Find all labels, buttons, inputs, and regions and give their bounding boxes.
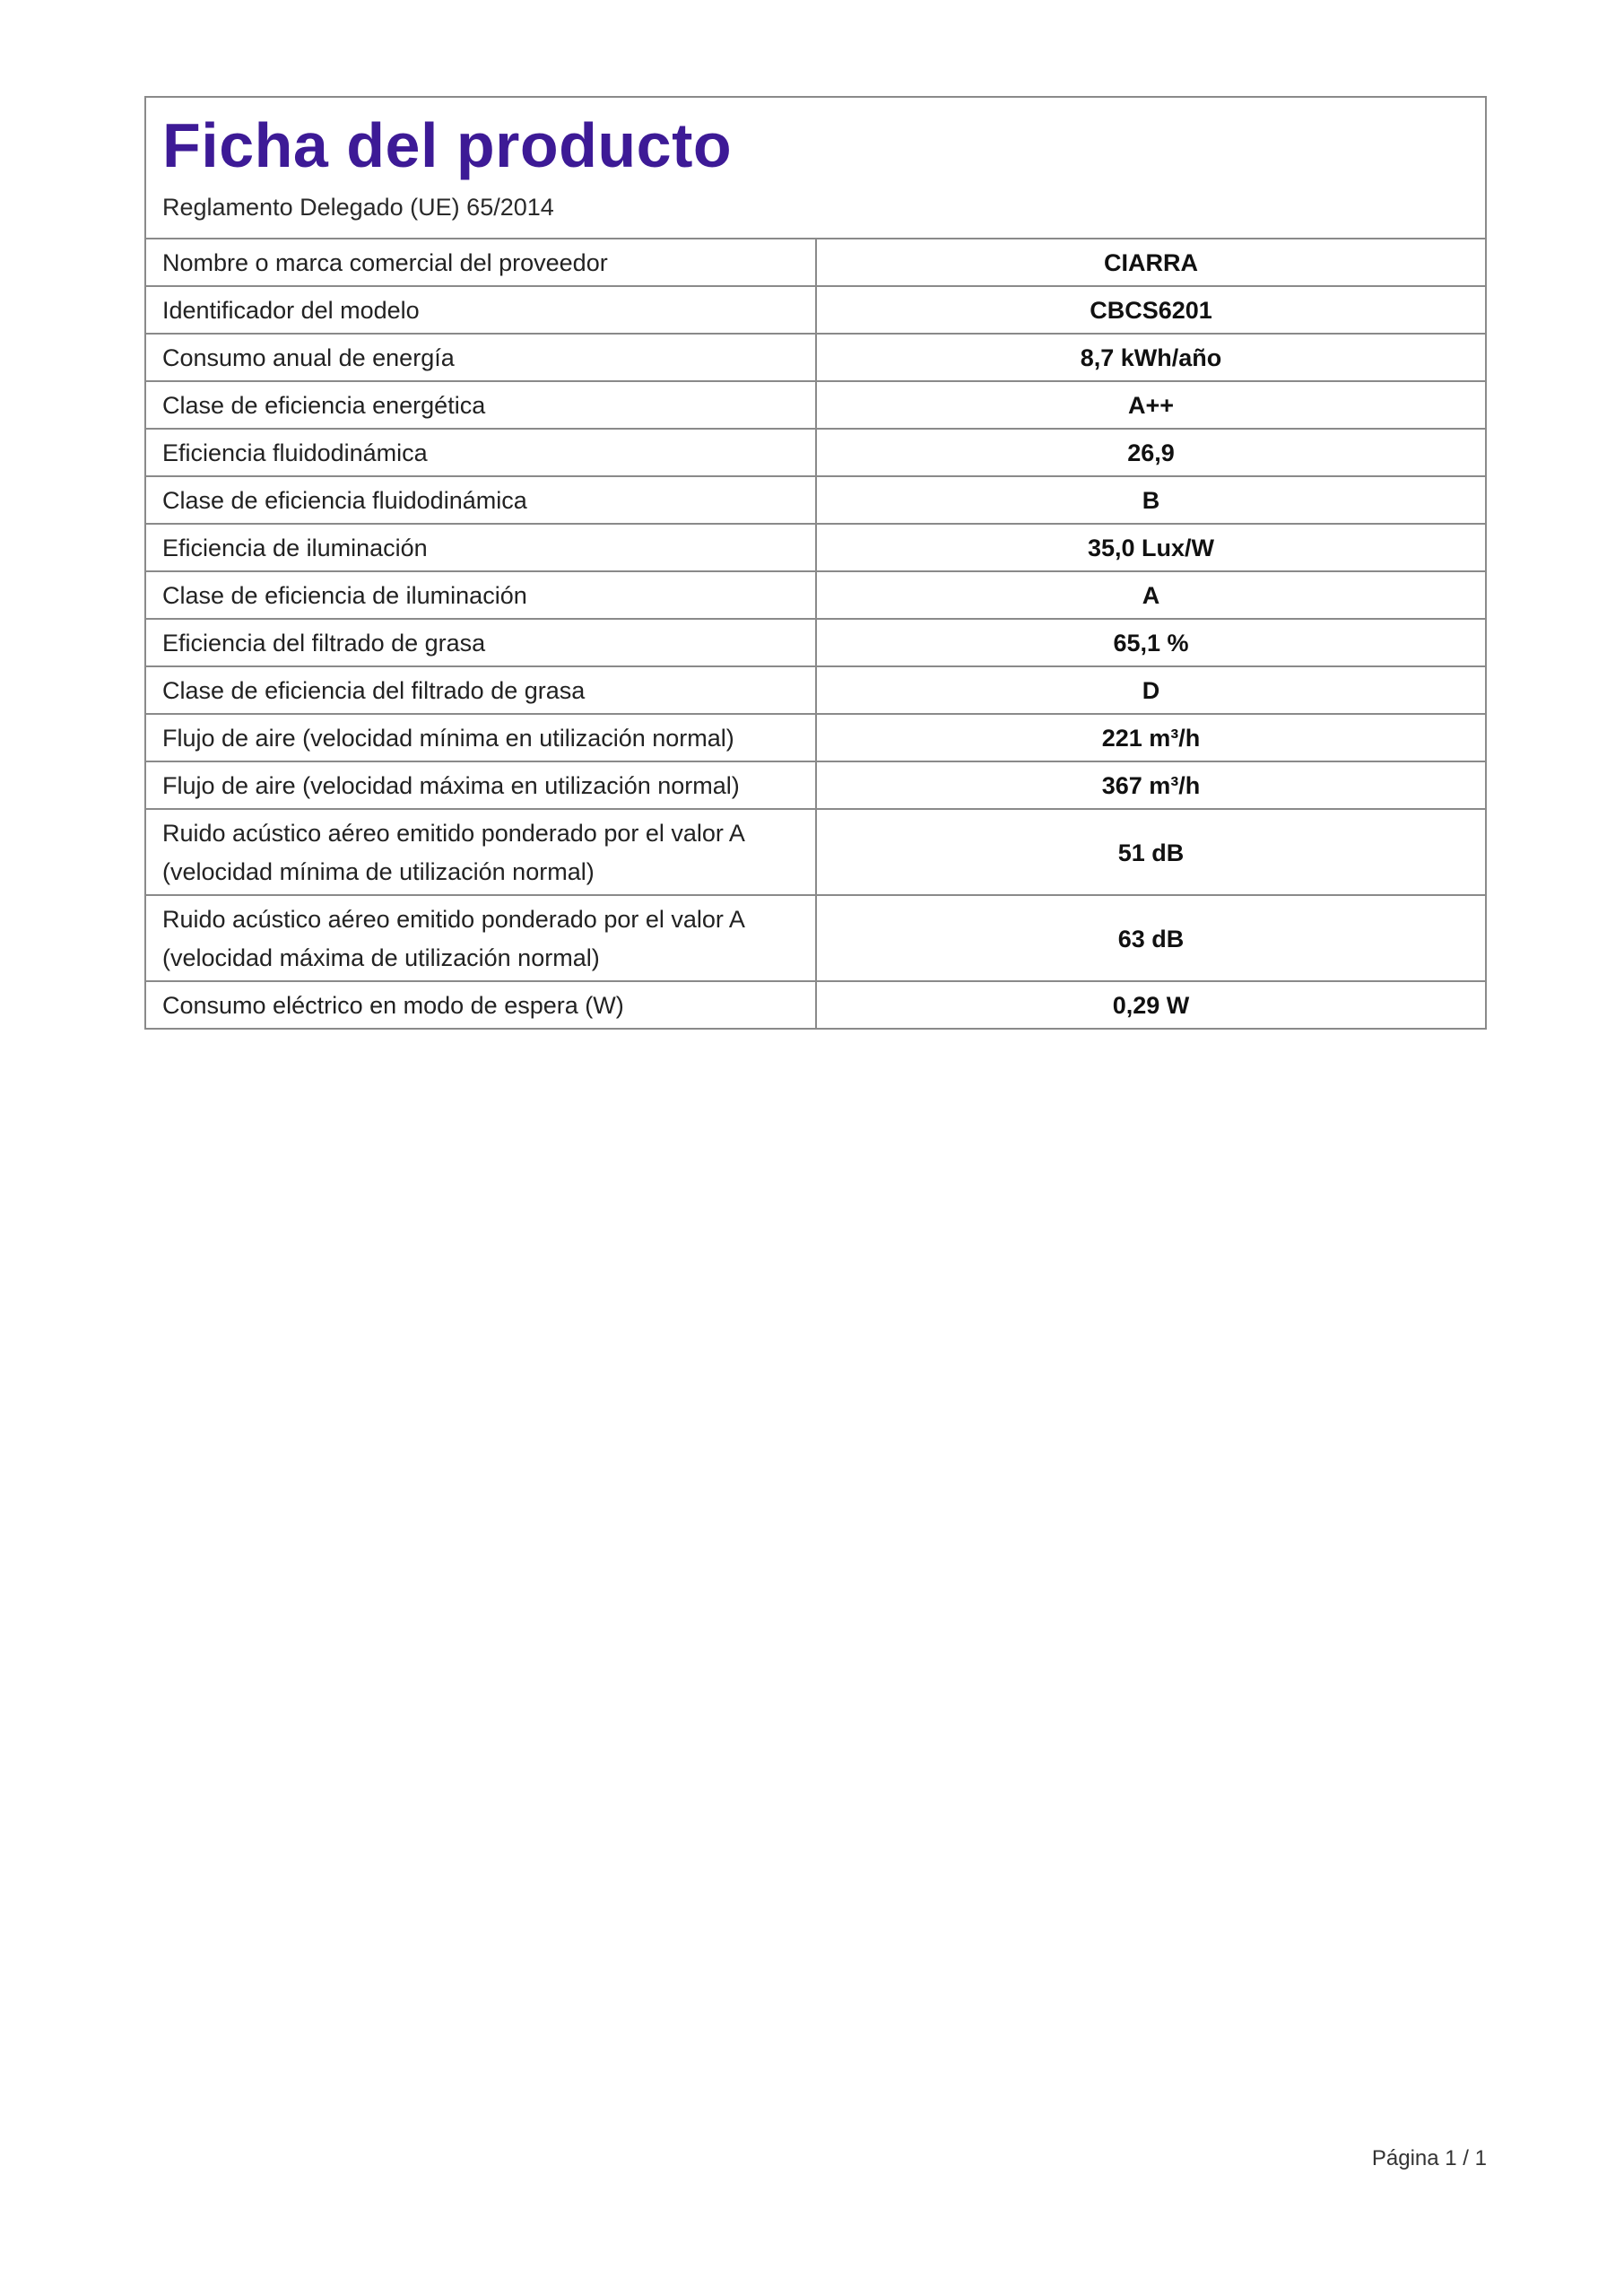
table-row [146,524,1485,571]
row-label: Flujo de aire (velocidad máxima en utilización normal) [146,761,816,809]
page-number: Página 1 / 1 [1371,2146,1487,2170]
table-row [146,619,1485,666]
table-row [146,666,1485,714]
row-value: 367 m³/h [816,761,1485,809]
row-value: 8,7 kWh/año [816,334,1485,381]
row-label: Clase de eficiencia energética [146,381,816,429]
row-label: Clase de eficiencia de iluminación [146,571,816,619]
table-row [146,286,1485,334]
page-title: Ficha del producto [162,110,733,180]
row-value: 63 dB [816,895,1485,981]
product-sheet [144,96,1487,1030]
row-label: Flujo de aire (velocidad mínima en utilización normal) [146,714,816,761]
row-label: Identificador del modelo [146,286,816,334]
table-row [146,334,1485,381]
table-row [146,981,1485,1028]
row-value: CBCS6201 [816,286,1485,334]
table-row [146,239,1485,286]
table-row [146,429,1485,476]
table-row [146,714,1485,761]
table-row [146,571,1485,619]
table-row [146,809,1485,895]
row-value: 51 dB [816,809,1485,895]
row-value: D [816,666,1485,714]
row-label: Eficiencia del filtrado de grasa [146,619,816,666]
row-label: Clase de eficiencia del filtrado de grasa [146,666,816,714]
row-label: Consumo anual de energía [146,334,816,381]
row-label: Ruido acústico aéreo emitido ponderado por el valor A (velocidad máxima de utilización normal) [146,895,816,981]
row-value: A [816,571,1485,619]
table-row [146,476,1485,524]
row-value: 221 m³/h [816,714,1485,761]
row-value: 0,29 W [816,981,1485,1028]
row-label: Ruido acústico aéreo emitido ponderado por el valor A (velocidad mínima de utilización normal) [146,809,816,895]
table-row [146,381,1485,429]
row-value: A++ [816,381,1485,429]
row-value: 65,1 % [816,619,1485,666]
sheet-header [146,98,1485,239]
row-label: Consumo eléctrico en modo de espera (W) [146,981,816,1028]
row-label: Eficiencia de iluminación [146,524,816,571]
row-value: CIARRA [1104,249,1198,276]
table-row [146,761,1485,809]
product-data-table [146,239,1485,1028]
regulation-subtitle: Reglamento Delegado (UE) 65/2014 [162,194,554,221]
row-label: Eficiencia fluidodinámica [146,429,816,476]
table-row [146,895,1485,981]
row-label: Nombre o marca comercial del proveedor [146,239,816,286]
row-value: B [816,476,1485,524]
row-label: Clase de eficiencia fluidodinámica [146,476,816,524]
row-value: 26,9 [816,429,1485,476]
row-value: 35,0 Lux/W [816,524,1485,571]
